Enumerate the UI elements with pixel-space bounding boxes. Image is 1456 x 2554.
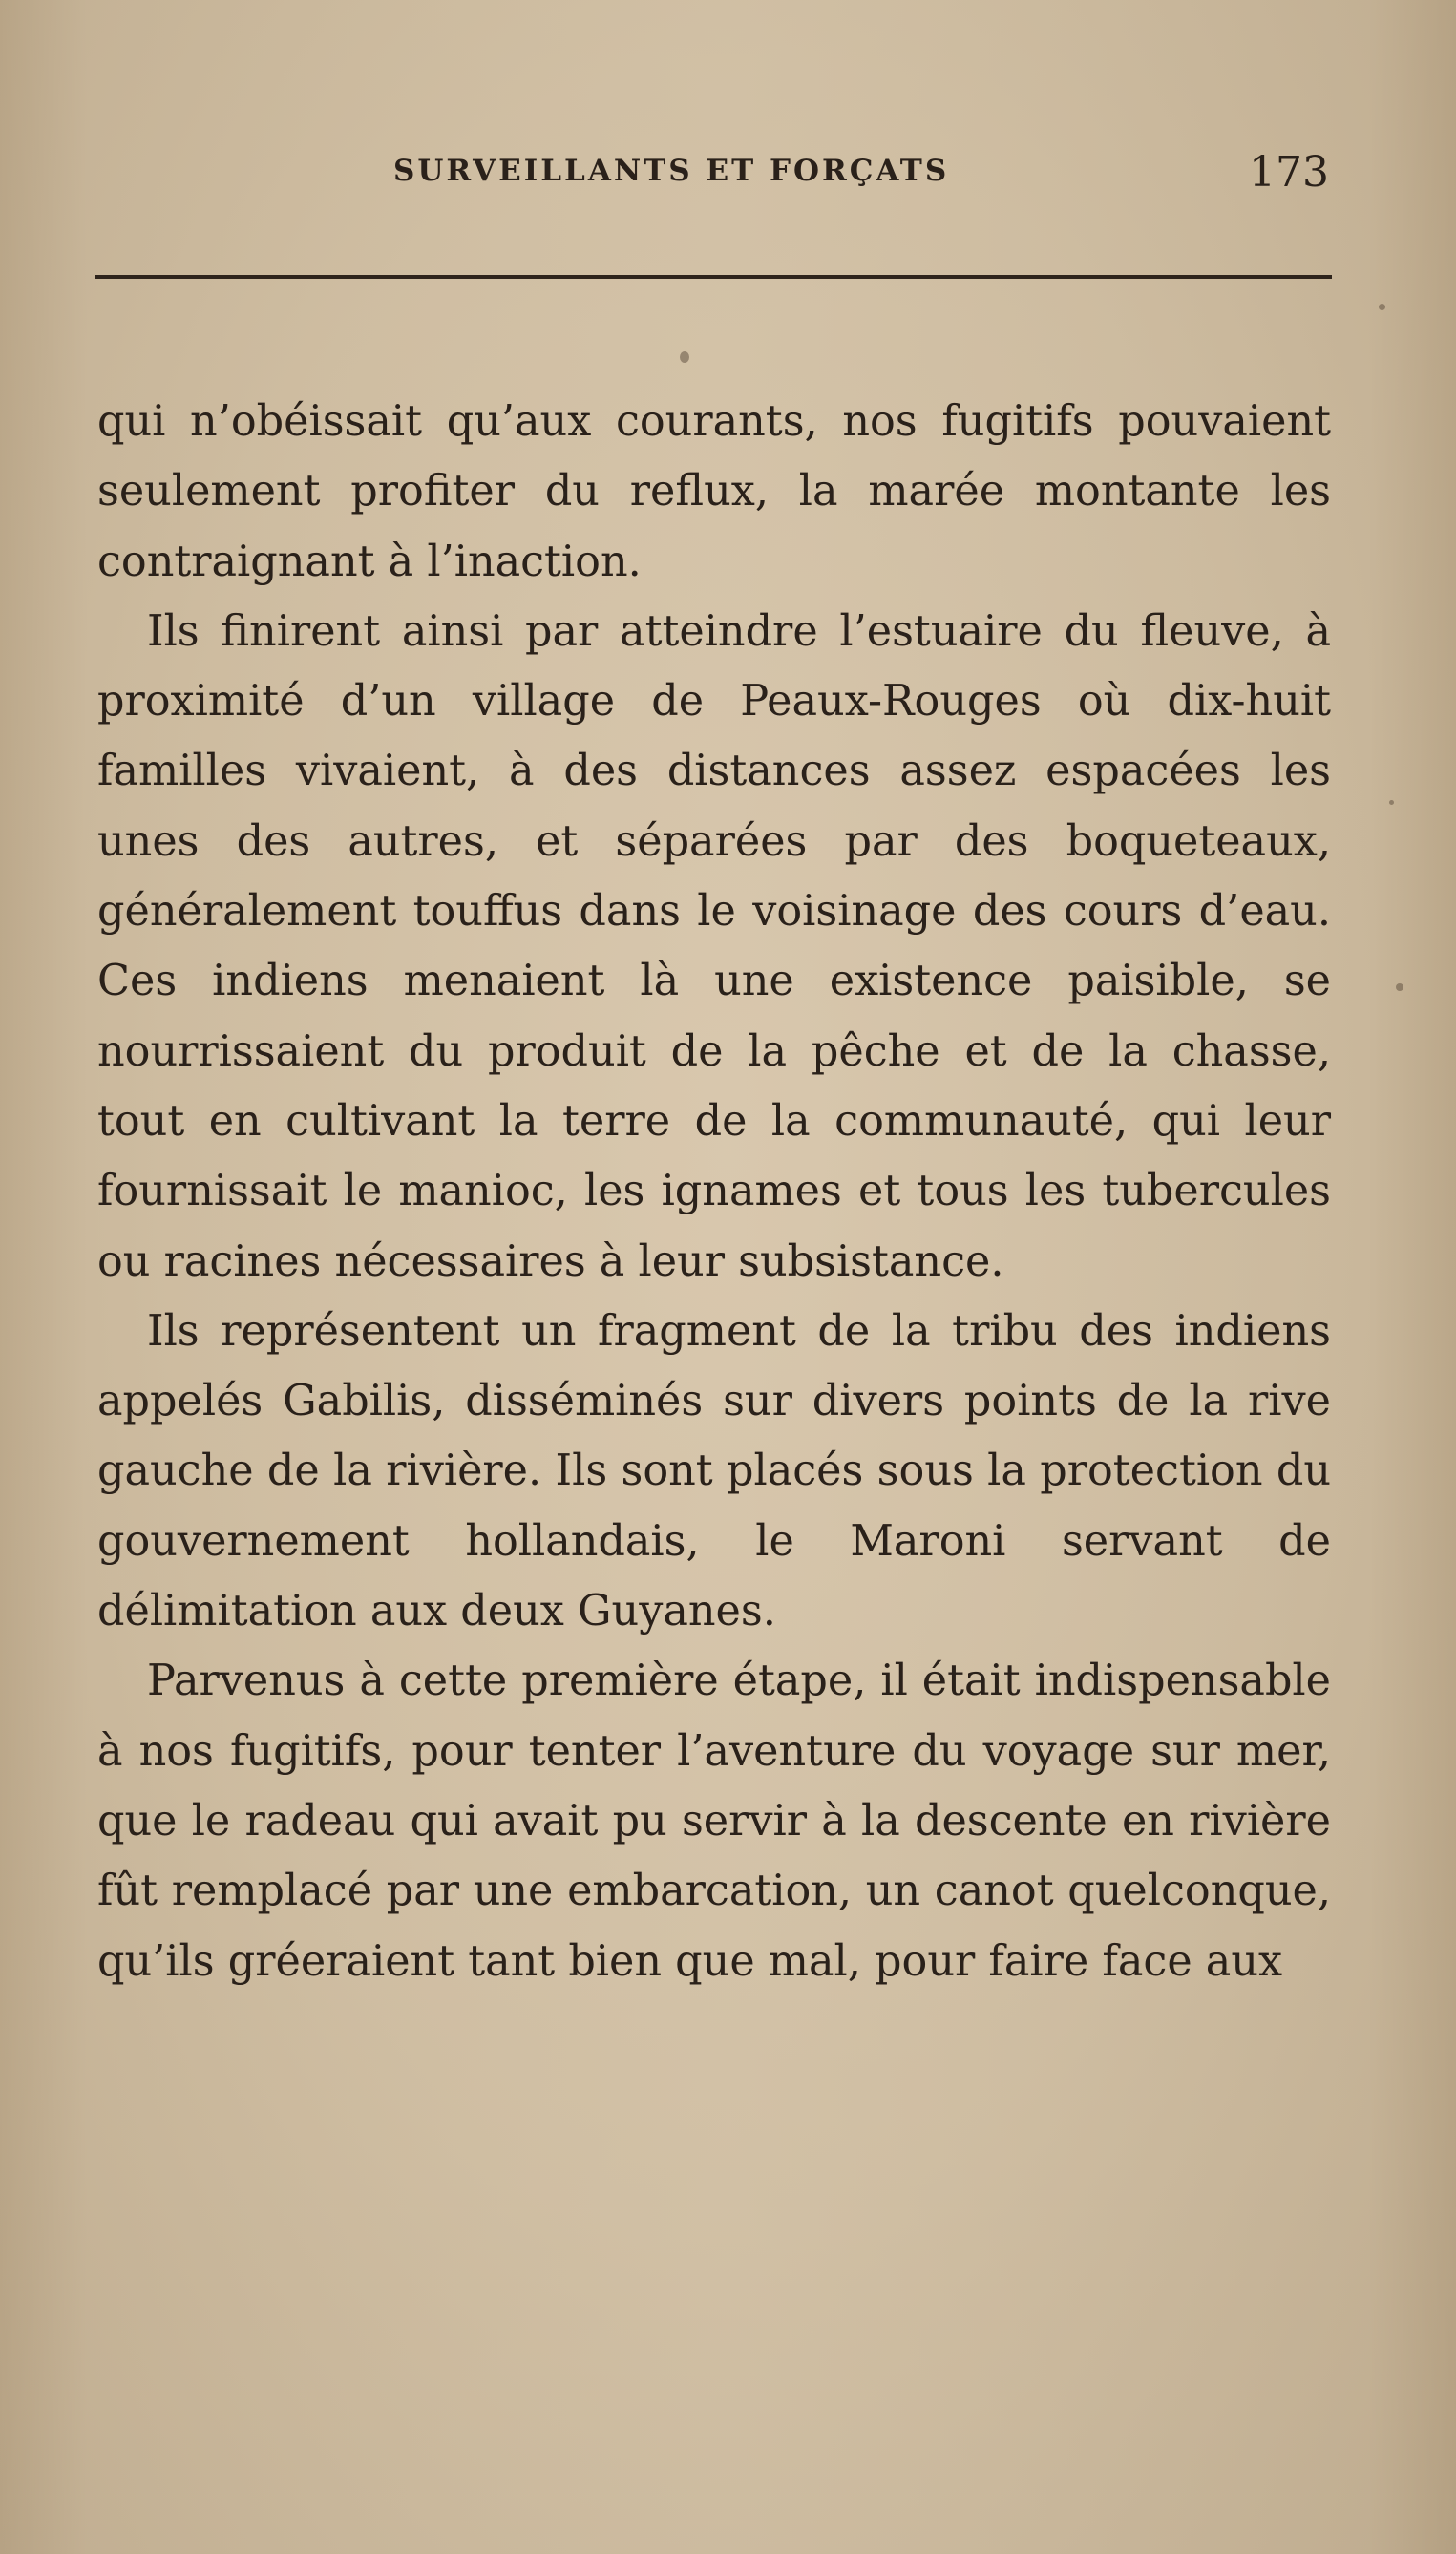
paper-speck [1379, 304, 1385, 310]
body-text [97, 387, 1331, 1996]
running-head [97, 148, 1331, 205]
paragraph: Ils représentent un fragment de la tribu des indiens appelés Gabilis, disséminés sur divers points de la rive gauche de la rivière. Ils sont placés sous la protection du gouvernement hollandais, le Maroni servant de délimitation aux deux Guyanes. [97, 1306, 1331, 1636]
page-number: 173 [1249, 148, 1329, 197]
paper-speck [680, 351, 689, 363]
header-rule [95, 275, 1332, 279]
running-title: SURVEILLANTS ET FORÇATS [393, 154, 950, 188]
paragraph-continuation: qui n’obéissait qu’aux courants, nos fugitifs pouvaient seulement profiter du reflux, la marée montante les contraignant à l’inaction. [97, 397, 1331, 586]
paper-speck [1389, 800, 1394, 805]
paper-speck [1396, 983, 1403, 991]
paragraph: Parvenus à cette première étape, il était indispensable à nos fugitifs, pour tenter l’aventure du voyage sur mer, que le radeau qui avait pu servir à la descente en rivière fût remplacé par une embarcation, un canot quelconque, qu’ils gréeraient tant bien que mal, pour faire face aux [97, 1657, 1331, 1986]
paragraph: Ils finirent ainsi par atteindre l’estuaire du fleuve, à proximité d’un village de Peaux-Rouges où dix-huit familles vivaient, à des distances assez espacées les unes des autres, et séparées par des boqueteaux, généralement touffus dans le voisinage des cours d’eau. Ces indiens menaient là une existence paisible, se nourrissaient du produit de la pêche et de la chasse, tout en cultivant la terre de la communauté, qui leur fournissait le manioc, les ignames et tous les tubercules ou racines nécessaires à leur subsistance. [97, 606, 1331, 1286]
